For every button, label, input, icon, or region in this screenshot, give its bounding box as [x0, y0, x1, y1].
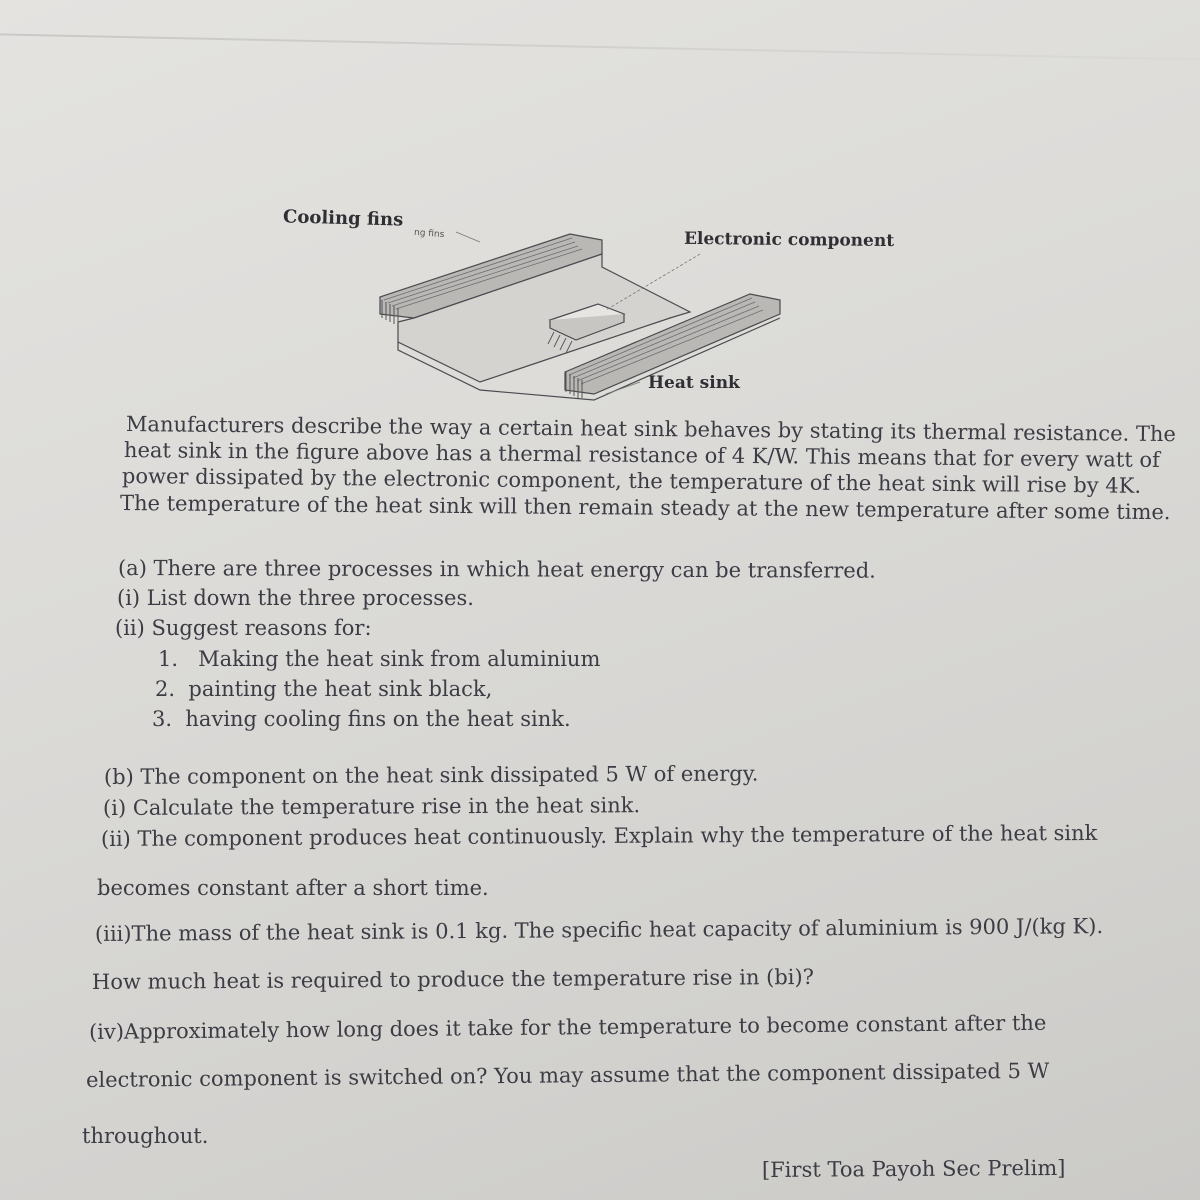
part-a-heading: (a) There are three processes in which heat energy can be transferred. — [117, 556, 876, 583]
cooling-fins-small-label: ng fins — [413, 227, 445, 241]
item-text: painting the heat sink black, — [188, 677, 493, 701]
electronic-component-label: Electronic component — [683, 228, 895, 252]
item-text: Making the heat sink from aluminium — [198, 647, 601, 671]
item-number: 1. — [158, 647, 179, 671]
part-b-iv-line-3: throughout. — [82, 1124, 209, 1148]
item-number: 2. — [155, 677, 176, 701]
intro-line-1: Manufacturers describe the way a certain heat sink behaves by stating its thermal resistance. The — [125, 412, 1176, 447]
intro-line-4: The temperature of the heat sink will then remain steady at the new temperature after some time. — [119, 491, 1171, 525]
part-b-iii-line-1: (iii)The mass of the heat sink is 0.1 kg. The specific heat capacity of aluminium is 900 J/(kg K). — [94, 914, 1104, 946]
paper-fold — [0, 33, 1200, 60]
part-a-i: (i) List down the three processes. — [117, 586, 474, 610]
cooling-fins-label: Cooling fins — [282, 206, 404, 231]
part-b-ii-line-1: (ii) The component produces heat continuously. Explain why the temperature of the heat sink — [100, 820, 1098, 851]
part-a-item-3 — [152, 707, 571, 731]
heat-sink-diagram — [370, 222, 800, 412]
item-number: 3. — [152, 707, 173, 731]
source-citation: [First Toa Payoh Sec Prelim] — [761, 1155, 1066, 1182]
intro-line-2: heat sink in the figure above has a thermal resistance of 4 K/W. This means that for every watt of — [123, 438, 1160, 472]
part-b-iii-line-2: How much heat is required to produce the temperature rise in (bi)? — [91, 964, 815, 994]
part-b-iv-line-1: (iv)Approximately how long does it take for the temperature to become constant after the — [88, 1010, 1047, 1044]
heat-sink-label: Heat sink — [648, 373, 740, 393]
intro-line-3: power dissipated by the electronic component, the temperature of the heat sink will rise by 4K. — [121, 464, 1142, 498]
item-text: having cooling fins on the heat sink. — [185, 707, 571, 731]
part-b-heading: (b) The component on the heat sink dissipated 5 W of energy. — [103, 761, 759, 789]
part-a-item-1 — [158, 647, 600, 671]
part-a-ii: (ii) Suggest reasons for: — [115, 616, 372, 640]
part-b-ii-line-2: becomes constant after a short time. — [97, 876, 489, 900]
part-b-i: (i) Calculate the temperature rise in the heat sink. — [102, 793, 641, 820]
part-a-item-2 — [155, 677, 492, 701]
part-b-iv-line-2: electronic component is switched on? You may assume that the component dissipated 5 W — [85, 1058, 1050, 1092]
